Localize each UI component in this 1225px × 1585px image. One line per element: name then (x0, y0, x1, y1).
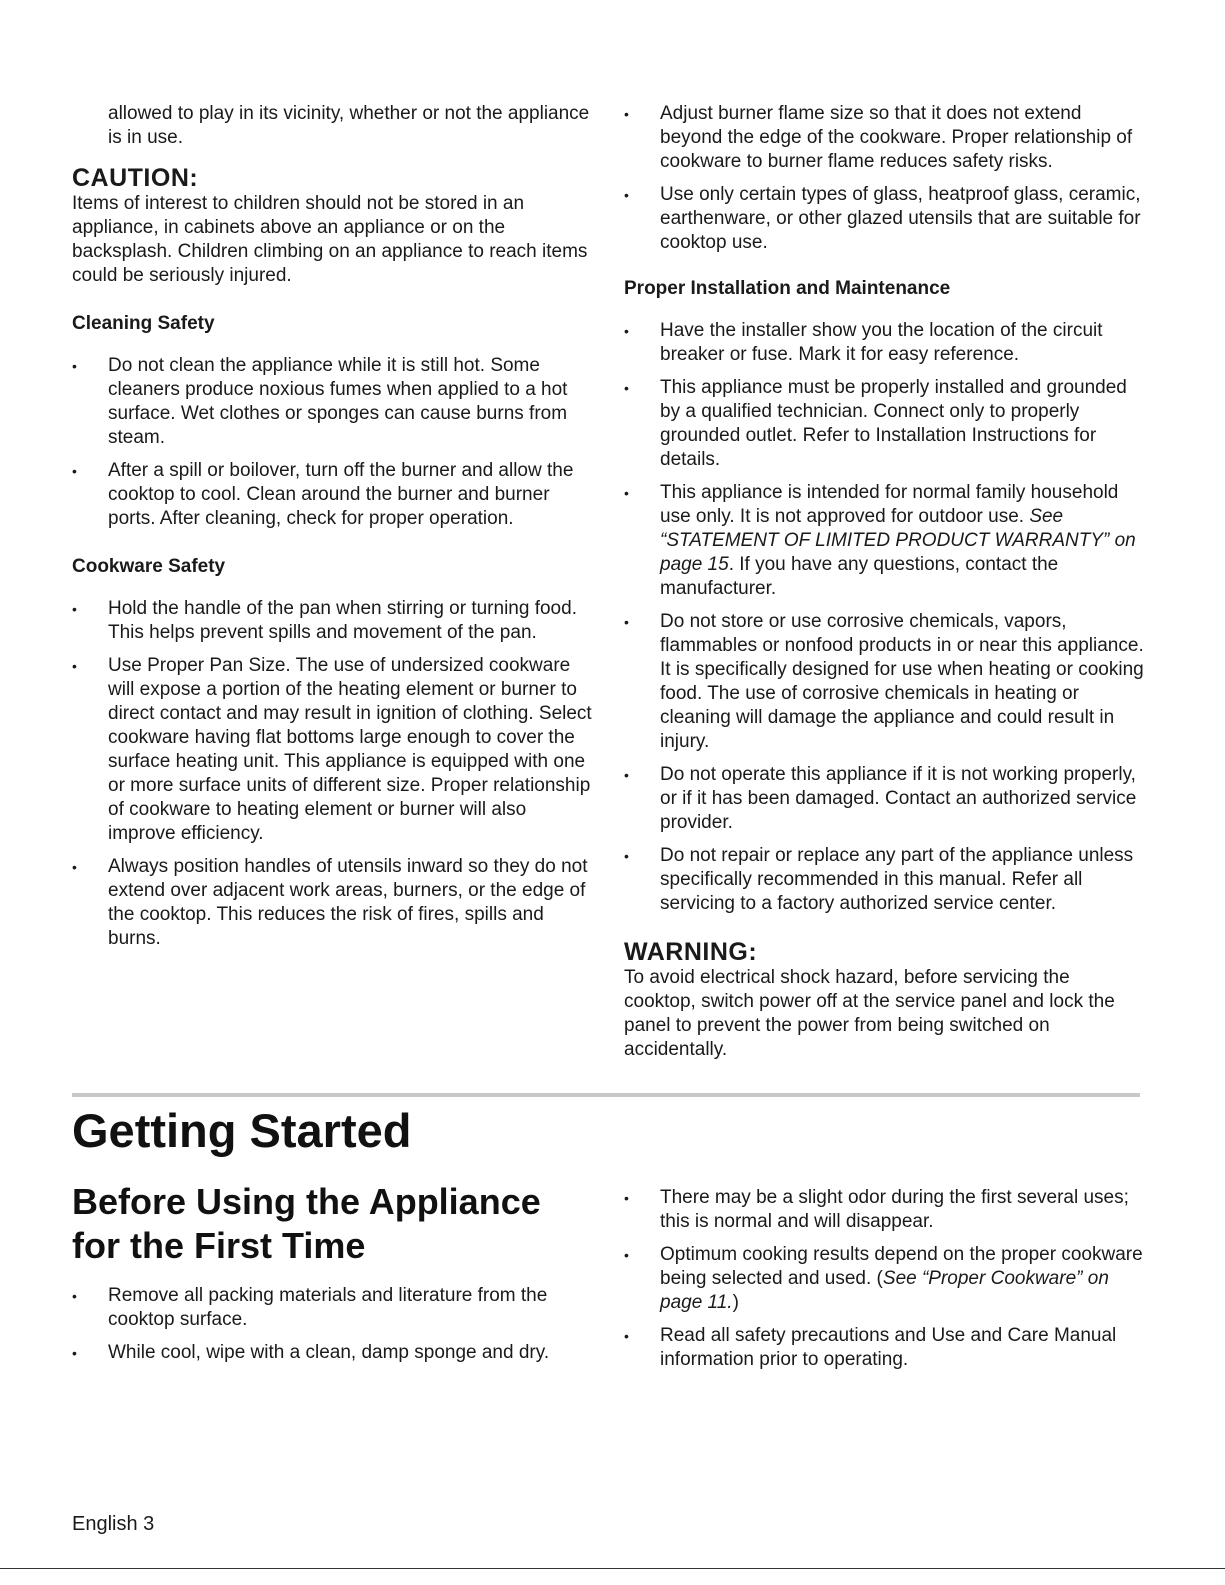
list-item: • There may be a slight odor during the first several uses; this is normal and will disappear. (624, 1186, 1144, 1234)
list-item: • While cool, wipe with a clean, damp sponge and dry. (72, 1341, 592, 1365)
list-item: • Do not operate this appliance if it is not working properly, or if it has been damaged. Contact an authorized service provider. (624, 763, 1144, 835)
cleaning-safety-list (72, 354, 592, 531)
list-item-text: Optimum cooking results depend on the proper cookware being selected and used. ( (660, 1244, 1143, 1289)
page-number: English 3 (72, 1513, 155, 1535)
left-column-top (72, 102, 592, 960)
cookware-safety-section (72, 555, 592, 951)
list-item-text: This appliance is intended for normal family household use only. It is not approved for outdoor use. (660, 482, 1119, 527)
bottom-border (0, 1568, 1225, 1569)
list-item: • Always position handles of utensils inward so they do not extend over adjacent work areas, burners, or the edge of the cooktop. This reduces the risk of fires, spills and burns. (72, 855, 592, 951)
list-item: • Do not store or use corrosive chemicals, vapors, flammables or nonfood products in or near this appliance. It is specifically designed for use when heating or cooking food. The use of corrosive chemicals in heating or cleaning will damage the appliance and could result in injury. (624, 610, 1144, 754)
caution-text: Items of interest to children should not be stored in an appliance, in cabinets above an appliance or on the backsplash. Children climbing on an appliance to reach items could be seriously injured. (72, 193, 588, 286)
list-item: • Read all safety precautions and Use and Care Manual information prior to operating. (624, 1324, 1144, 1372)
list-item (624, 481, 1144, 601)
list-item-text: . If you have any questions, contact the manufacturer. (660, 554, 1059, 599)
warning-label: WARNING: (624, 938, 758, 966)
first-use-list-continued (624, 1186, 1144, 1372)
caution-label: CAUTION: (72, 164, 199, 192)
right-column-bottom (624, 1186, 1144, 1381)
proper-cookware-reference-link[interactable]: See “Proper Cookware” on page 11. (660, 1268, 1109, 1313)
cookware-safety-list (72, 597, 592, 951)
warranty-reference-link[interactable]: See “STATEMENT OF LIMITED PRODUCT WARRANTY” on page 15 (660, 506, 1136, 575)
list-item: • Have the installer show you the location of the circuit breaker or fuse. Mark it for easy reference. (624, 319, 1144, 367)
list-item: • Use Proper Pan Size. The use of undersized cookware will expose a portion of the heating element or burner to direct contact and may result in ignition of clothing. Select cookware having flat bottoms large enough to cover the surface heating unit. This appliance is equipped with one or more surface units of different size. Proper relationship of cookware to heating element or burner will also improve efficiency. (72, 654, 592, 846)
list-item (624, 1243, 1144, 1315)
installation-list (624, 319, 1144, 916)
cleaning-safety-heading: Cleaning Safety (72, 313, 215, 334)
section-title: Getting Started (72, 1104, 412, 1157)
list-item: • Do not repair or replace any part of the appliance unless specifically recommended in this manual. Refer all servicing to a factory authorized service center. (624, 844, 1144, 916)
list-item: • After a spill or boilover, turn off the burner and allow the cooktop to cool. Clean around the burner and burner ports. After cleaning, check for proper operation. (72, 459, 592, 531)
list-item: • Adjust burner flame size so that it does not extend beyond the edge of the cookware. Proper relationship of cookware to burner flame reduces safety risks. (624, 102, 1144, 174)
subsection-title: Before Using the Appliance for the First Time (72, 1181, 541, 1266)
first-use-list (72, 1284, 592, 1365)
installation-section (624, 277, 1144, 916)
cookware-flame-list (624, 102, 1144, 255)
list-item: • Remove all packing materials and literature from the cooktop surface. (72, 1284, 592, 1332)
installation-heading: Proper Installation and Maintenance (624, 278, 951, 299)
left-column-bottom (72, 1180, 592, 1374)
caution-block (72, 164, 592, 288)
cleaning-safety-section (72, 312, 592, 531)
list-item: • Use only certain types of glass, heatproof glass, ceramic, earthenware, or other glazed utensils that are suitable for cooktop use. (624, 183, 1144, 255)
list-item: • Do not clean the appliance while it is still hot. Some cleaners produce noxious fumes when applied to a hot surface. Wet clothes or sponges can cause burns from steam. (72, 354, 592, 450)
cookware-safety-heading: Cookware Safety (72, 556, 226, 577)
section-divider (72, 1093, 1140, 1097)
list-item: • Hold the handle of the pan when stirring or turning food. This helps prevent spills and movement of the pan. (72, 597, 592, 645)
right-column-top (624, 102, 1144, 1062)
warning-text: To avoid electrical shock hazard, before servicing the cooktop, switch power off at the service panel and lock the panel to prevent the power from being switched on accidentally. (624, 967, 1115, 1060)
warning-block (624, 938, 1144, 1062)
continuation-text: allowed to play in its vicinity, whether or not the appliance is in use. (108, 103, 590, 148)
list-item: • This appliance must be properly installed and grounded by a qualified technician. Connect only to properly grounded outlet. Refer to Installation Instructions for details. (624, 376, 1144, 472)
list-item-text: ) (732, 1292, 739, 1313)
